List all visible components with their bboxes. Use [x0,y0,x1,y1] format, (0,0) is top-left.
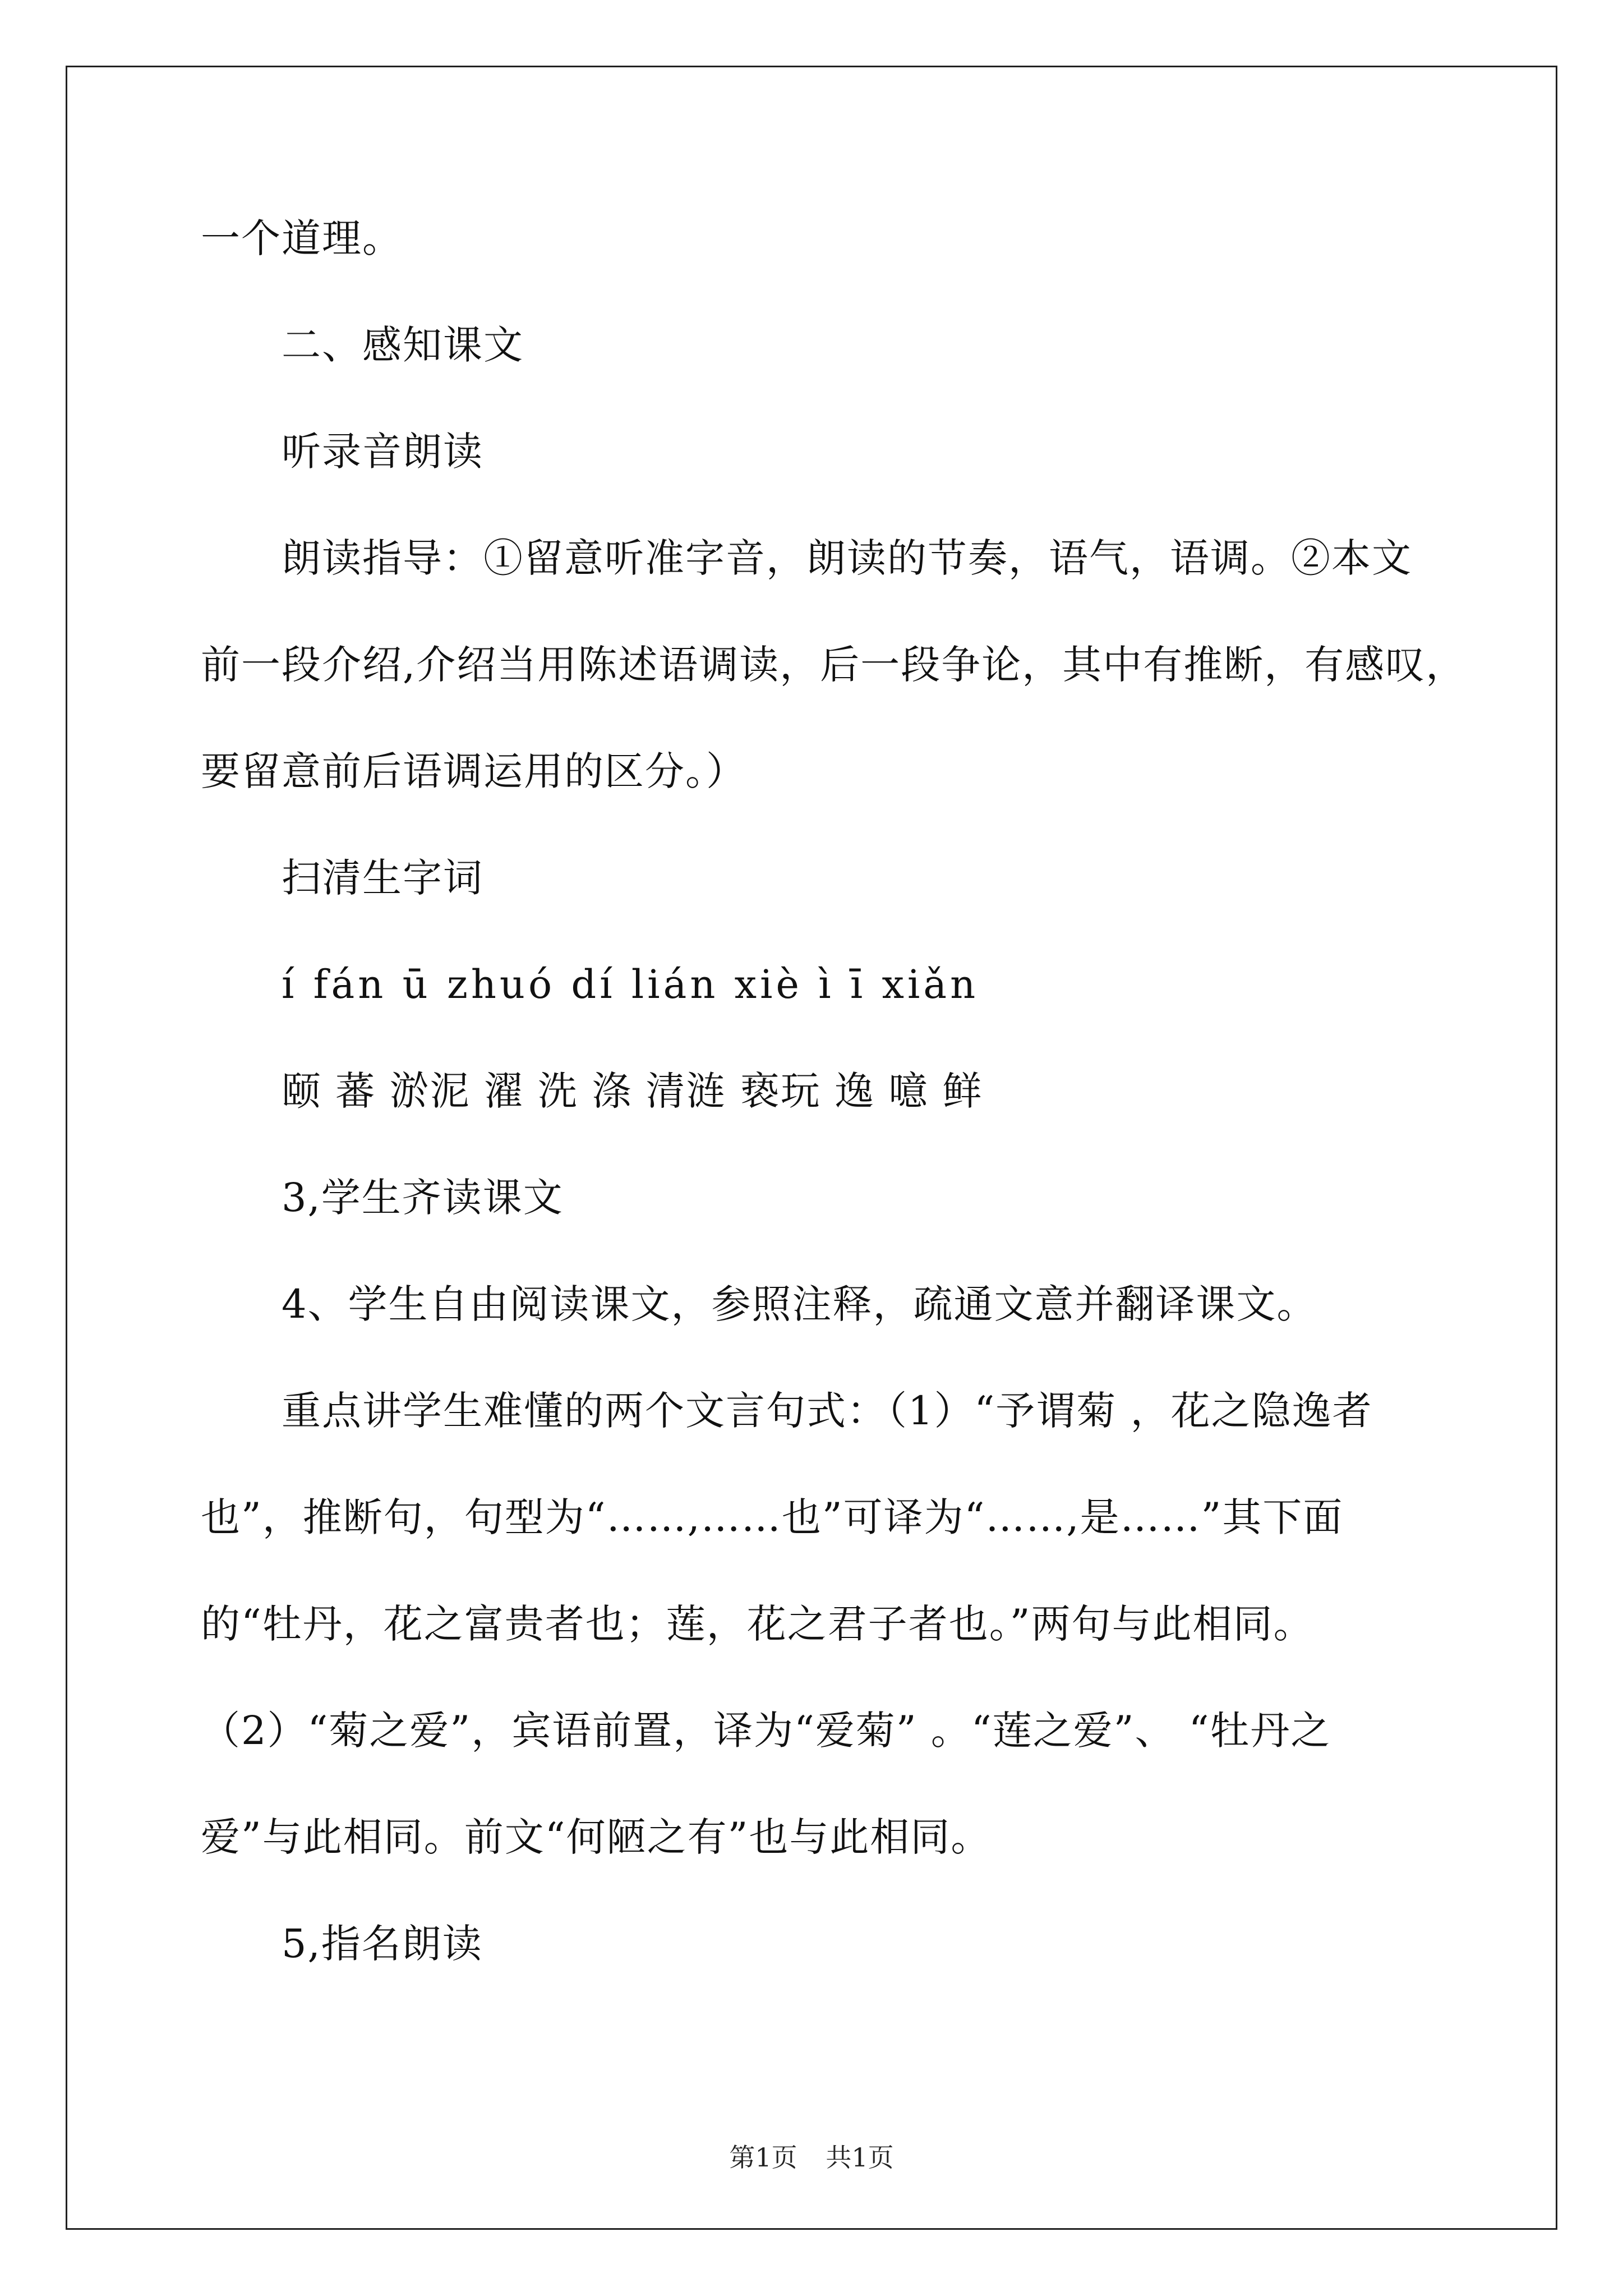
text-line: 4、学生自由阅读课文，参照注释，疏通文意并翻译课文。 [282,1281,1317,1327]
vocab-line: 颐 蕃 淤泥 濯 洗 涤 清涟 亵玩 逸 噫 鲜 [282,1068,983,1114]
text-line: 扫清生字词 [282,855,483,901]
text-line: 前一段介绍,介绍当用陈述语调读，后一段争论，其中有推断，有感叹， [201,642,1467,688]
page-footer [0,2137,1623,2174]
text-line: 听录音朗读 [282,429,483,475]
page-total: 共1页 [826,2142,894,2173]
text-line: 的“牡丹，花之富贵者也；莲，花之君子者也。”两句与此相同。 [201,1601,1314,1647]
text-line: 5,指名朗读 [282,1921,483,1967]
text-line: （2）“菊之爱”，宾语前置，译为“爱菊” 。“莲之爱”、 “牡丹之 [201,1708,1331,1754]
text-line: 一个道理。 [201,215,403,261]
section-heading: 二、感知课文 [282,322,524,368]
text-line: 重点讲学生难懂的两个文言句式：（1）“予谓菊 ，花之隐逸者 [282,1388,1373,1434]
text-line: 爱”与此相同。前文“何陋之有”也与此相同。 [201,1814,992,1860]
text-line: 要留意前后语调运用的区分。） [201,748,746,794]
page-border [66,66,1557,2230]
pinyin-line: í fán ū zhuó dí lián xiè ì ī xiǎn [282,961,979,1007]
text-line: 朗读指导：①留意听准字音，朗读的节奏，语气，语调。②本文 [282,535,1412,581]
text-line: 也”，推断句，句型为“……,……也”可译为“……,是……”其下面 [201,1494,1344,1540]
page-number: 第1页 [729,2142,797,2173]
text-line: 3,学生齐读课文 [282,1175,564,1221]
